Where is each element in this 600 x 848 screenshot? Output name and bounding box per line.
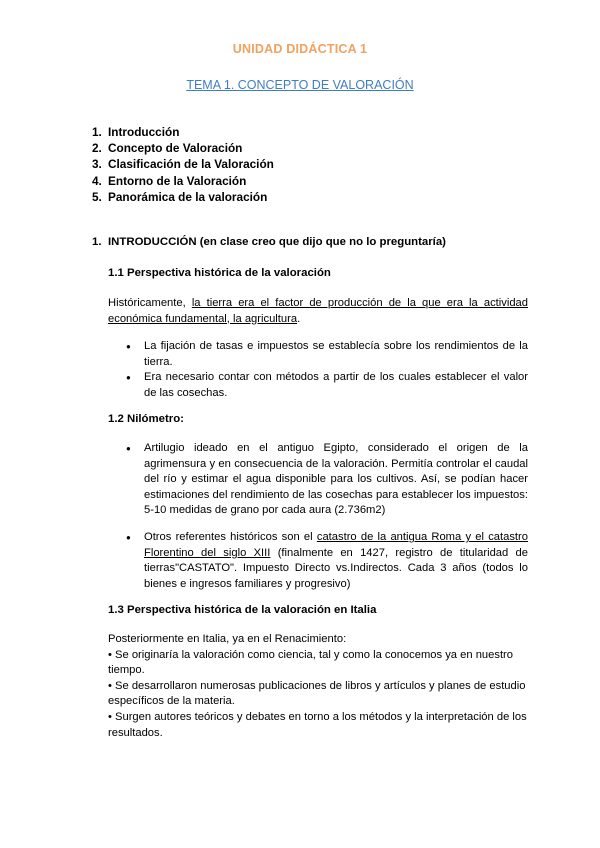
unit-title: UNIDAD DIDÁCTICA 1 bbox=[232, 42, 368, 56]
bullet-prefix: Otros referentes históricos son el bbox=[144, 531, 317, 543]
toc-number: 5. bbox=[92, 189, 102, 204]
toc-label: Clasificación de la Valoración bbox=[108, 157, 274, 172]
section-number: 1. bbox=[92, 236, 102, 248]
bullet-item: ● Era necesario contar con métodos a partir de los cuales establecer el valor de las cosechas. bbox=[126, 370, 528, 401]
toc-label: Panorámica de la valoración bbox=[108, 189, 268, 204]
bullet-item: ● Artilugio ideado en el antiguo Egipto, considerado el origen de la agrimensura y en consecuencia de la valoración. Permitía controlar el caudal del río y estimar el agua disponible para los cultivos. Así, se podían hacer estimaciones del rendimiento de las cosechas para establecer los impuestos: 5-10 medidas de grano por cada aura (2.736m2) bbox=[126, 441, 528, 519]
subsection-1-1-heading: 1.1 Perspectiva histórica de la valoración bbox=[108, 267, 331, 279]
paragraph-line: • Surgen autores teóricos y debates en torno a los métodos y la interpretación de los resultados. bbox=[108, 710, 527, 739]
toc-item bbox=[92, 140, 274, 156]
section-title: INTRODUCCIÓN (en clase creo que dijo que no lo preguntaría) bbox=[108, 236, 446, 248]
toc-label: Concepto de Valoración bbox=[108, 141, 243, 156]
section-1-heading bbox=[92, 236, 446, 248]
tema-title: TEMA 1. CONCEPTO DE VALORACIÓN bbox=[186, 78, 414, 92]
toc-item bbox=[92, 156, 274, 172]
toc-label: Introducción bbox=[108, 125, 180, 139]
paragraph-line: • Se originaría la valoración como ciencia, tal y como la conocemos ya en nuestro tiempo. bbox=[108, 648, 514, 677]
intro-prefix: Históricamente, bbox=[108, 297, 192, 309]
intro-underlined: la tierra era el factor de producción de la que era la actividad económica fundamental, la agricultura bbox=[108, 297, 528, 325]
toc-item bbox=[92, 189, 274, 205]
toc-number: 1. bbox=[92, 125, 102, 139]
paragraph-line: • Se desarrollaron numerosas publicaciones de libros y artículos y planes de estudio específicos de la materia. bbox=[108, 679, 526, 708]
subsection-1-1-intro bbox=[108, 296, 528, 327]
subsection-1-3-heading: 1.3 Perspectiva histórica de la valoración en Italia bbox=[108, 604, 377, 616]
toc-label: Entorno de la Valoración bbox=[108, 173, 247, 188]
toc-number: 3. bbox=[92, 157, 102, 172]
subsection-1-2-heading: 1.2 Nilómetro: bbox=[108, 413, 184, 425]
toc-item bbox=[92, 173, 274, 189]
toc-item bbox=[92, 124, 274, 140]
bullet-item: ● La fijación de tasas e impuestos se establecía sobre los rendimientos de la tierra. bbox=[126, 339, 528, 370]
subsection-1-1-bullets bbox=[126, 339, 528, 401]
bullet-item bbox=[126, 530, 528, 592]
bullet-underlined: catastro de la antigua Roma y el catastro Florentino del siglo XIII bbox=[144, 531, 528, 559]
table-of-contents bbox=[92, 124, 274, 205]
subsection-1-2-bullet-b bbox=[126, 530, 528, 592]
subsection-1-2-bullet-a bbox=[126, 441, 528, 519]
intro-suffix: . bbox=[297, 312, 301, 325]
bullet-suffix: (finalmente en 1427, registro de titularidad de tierras"CASTATO". Impuesto Directo vs.Indirectos. Cada 3 años (todos lo bienes e ingresos familiares y progresivo) bbox=[144, 546, 528, 590]
subsection-1-3-body bbox=[108, 632, 528, 741]
paragraph-line: Posteriormente en Italia, ya en el Renacimiento: bbox=[108, 633, 347, 645]
toc-number: 2. bbox=[92, 141, 102, 156]
toc-number: 4. bbox=[92, 173, 102, 188]
